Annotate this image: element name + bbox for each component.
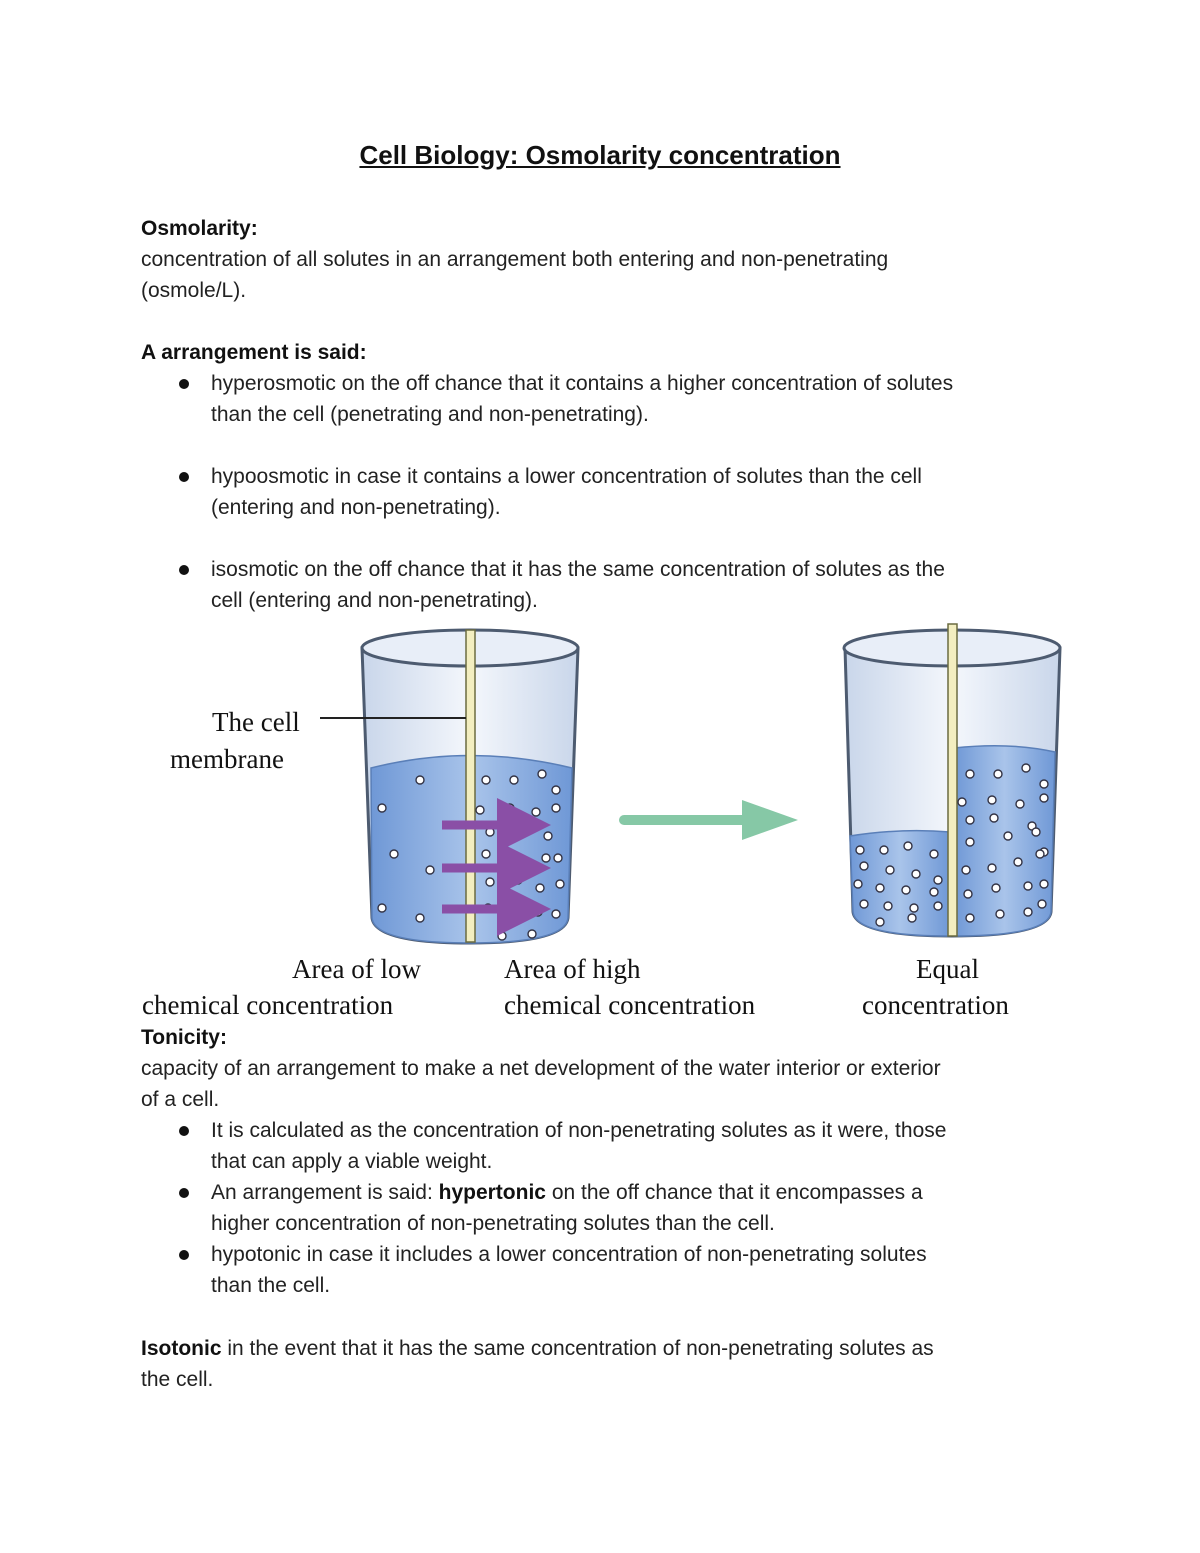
osmolarity-definition-line2: (osmole/L). (141, 279, 247, 302)
solute-particle (554, 854, 562, 862)
solute-particle (966, 770, 974, 778)
solute-particle (930, 850, 938, 858)
isotonic-line1 (141, 1333, 1061, 1364)
solute-particle (958, 798, 966, 806)
solute-particle (1040, 780, 1048, 788)
solute-particle (962, 866, 970, 874)
solute-particle (476, 806, 484, 814)
solute-particle (964, 890, 972, 898)
list-item-line2: higher concentration of non-penetrating solutes than the cell. (211, 1212, 775, 1235)
bullet-icon (179, 565, 189, 575)
high-label-line2: chemical concentration (504, 990, 756, 1020)
solute-particle (988, 796, 996, 804)
solute-particle (552, 786, 560, 794)
list-item-line1: hyperosmotic on the off chance that it contains a higher concentration of solutes (211, 372, 954, 395)
solute-particle (416, 914, 424, 922)
low-label-line1: Area of low (292, 954, 421, 984)
solute-particle (930, 888, 938, 896)
solute-particle (378, 804, 386, 812)
solute-particle (532, 808, 540, 816)
equal-label-line1: Equal (916, 954, 979, 984)
isotonic-rest: in the event that it has the same concentration of non-penetrating solutes as (221, 1337, 934, 1360)
solute-particle (536, 884, 544, 892)
list-item-line2: that can apply a viable weight. (211, 1150, 493, 1173)
membrane-label-line2: membrane (170, 744, 284, 774)
left-beaker (362, 630, 578, 943)
solute-particle (996, 910, 1004, 918)
solute-particle (990, 814, 998, 822)
solute-particle (508, 826, 516, 834)
solute-particle (514, 858, 522, 866)
solute-particle (992, 884, 1000, 892)
list-item-line2: than the cell (penetrating and non-penetrating). (211, 403, 649, 426)
solute-particle (552, 804, 560, 812)
solute-particle (1040, 794, 1048, 802)
solute-particle (486, 878, 494, 886)
solute-particle (1032, 828, 1040, 836)
isotonic-paragraph (141, 1333, 1061, 1395)
solute-particle (514, 876, 522, 884)
list-item (141, 1115, 1061, 1177)
solute-particle (1036, 850, 1044, 858)
list-item (141, 1177, 1061, 1239)
osmosis-diagram (140, 618, 1070, 1028)
hypertonic-term: hypertonic (438, 1181, 546, 1204)
list-item-line2: (entering and non-penetrating). (211, 496, 501, 519)
solute-particle (1004, 832, 1012, 840)
solute-particle (966, 838, 974, 846)
list-item-line1: isosmotic on the off chance that it has the same concentration of solutes as the (211, 558, 945, 581)
solute-particle (556, 880, 564, 888)
list-item-line2: cell (entering and non-penetrating). (211, 589, 538, 612)
tonicity-section (141, 1022, 1061, 1115)
solute-particle (552, 910, 560, 918)
solute-particle (1022, 764, 1030, 772)
solute-particle (390, 850, 398, 858)
list-item-prefix: An arrangement is said: (211, 1181, 439, 1204)
solute-particle (910, 904, 918, 912)
solute-particle (416, 776, 424, 784)
bullet-icon (179, 1188, 189, 1198)
equal-label-line2: concentration (862, 990, 1009, 1020)
tonicity-definition-line1: capacity of an arrangement to make a net development of the water interior or exterior (141, 1057, 941, 1080)
solute-particle (510, 776, 518, 784)
osmolarity-heading: Osmolarity: (141, 217, 258, 240)
solute-particle (966, 914, 974, 922)
solute-particle (506, 804, 514, 812)
list-item (141, 554, 1061, 616)
bullet-icon (179, 379, 189, 389)
bullet-icon (179, 1250, 189, 1260)
tonicity-definition-line2: of a cell. (141, 1088, 220, 1111)
solute-particle (934, 902, 942, 910)
solute-particle (1040, 880, 1048, 888)
list-item-line2: than the cell. (211, 1274, 331, 1297)
high-label-line1: Area of high (504, 954, 641, 984)
solute-particle (994, 770, 1002, 778)
solute-particle (482, 776, 490, 784)
solute-particle (1024, 908, 1032, 916)
solute-particle (860, 862, 868, 870)
solute-particle (904, 842, 912, 850)
solute-particle (542, 854, 550, 862)
list-item (141, 368, 1061, 430)
solute-particle (1038, 900, 1046, 908)
solute-particle (934, 876, 942, 884)
solute-particle (884, 902, 892, 910)
solute-particle (482, 850, 490, 858)
osmolarity-definition-line1: concentration of all solutes in an arrangement both entering and non-penetrating (141, 248, 889, 271)
solute-particle (876, 918, 884, 926)
solute-particle (902, 886, 910, 894)
solute-particle (912, 870, 920, 878)
list-item-line1: hypotonic in case it includes a lower concentration of non-penetrating solutes (211, 1243, 927, 1266)
solute-particle (886, 866, 894, 874)
list-item-line1: It is calculated as the concentration of non-penetrating solutes as it were, those (211, 1119, 947, 1142)
solute-particle (1016, 800, 1024, 808)
solute-particle (498, 932, 506, 940)
tonicity-heading: Tonicity: (141, 1026, 227, 1049)
solute-particle (876, 884, 884, 892)
bullet-icon (179, 472, 189, 482)
arrangement-heading: A arrangement is said: (141, 341, 367, 364)
list-item (141, 461, 1061, 523)
solute-particle (856, 846, 864, 854)
solute-particle (544, 832, 552, 840)
isotonic-line2: the cell. (141, 1368, 214, 1391)
osmosis-diagram-svg (140, 618, 1070, 1028)
solute-particle (908, 914, 916, 922)
solute-particle (528, 930, 536, 938)
solute-particle (860, 900, 868, 908)
solute-particle (1014, 858, 1022, 866)
solute-particle (378, 904, 386, 912)
bullet-icon (179, 1126, 189, 1136)
list-item-line1 (211, 1177, 1061, 1208)
arrangement-list (141, 368, 1061, 616)
solute-particle (880, 846, 888, 854)
solute-particle (988, 864, 996, 872)
list-item-line1: hypoosmotic in case it contains a lower concentration of solutes than the cell (211, 465, 922, 488)
membrane-label-line1: The cell (212, 707, 300, 737)
solute-particle (516, 910, 524, 918)
solute-particle (538, 770, 546, 778)
page-title: Cell Biology: Osmolarity concentration (359, 140, 841, 170)
isotonic-term: Isotonic (141, 1337, 222, 1360)
tonicity-list (141, 1115, 1061, 1301)
solute-particle (854, 880, 862, 888)
solute-particle (534, 908, 542, 916)
low-label-line2: chemical concentration (142, 990, 394, 1020)
solute-particle (966, 816, 974, 824)
green-arrow-icon (624, 800, 798, 840)
osmolarity-section (141, 213, 1061, 306)
list-item (141, 1239, 1061, 1301)
list-item-rest: on the off chance that it encompasses a (545, 1181, 923, 1204)
solute-particle (1024, 882, 1032, 890)
solute-particle (426, 866, 434, 874)
